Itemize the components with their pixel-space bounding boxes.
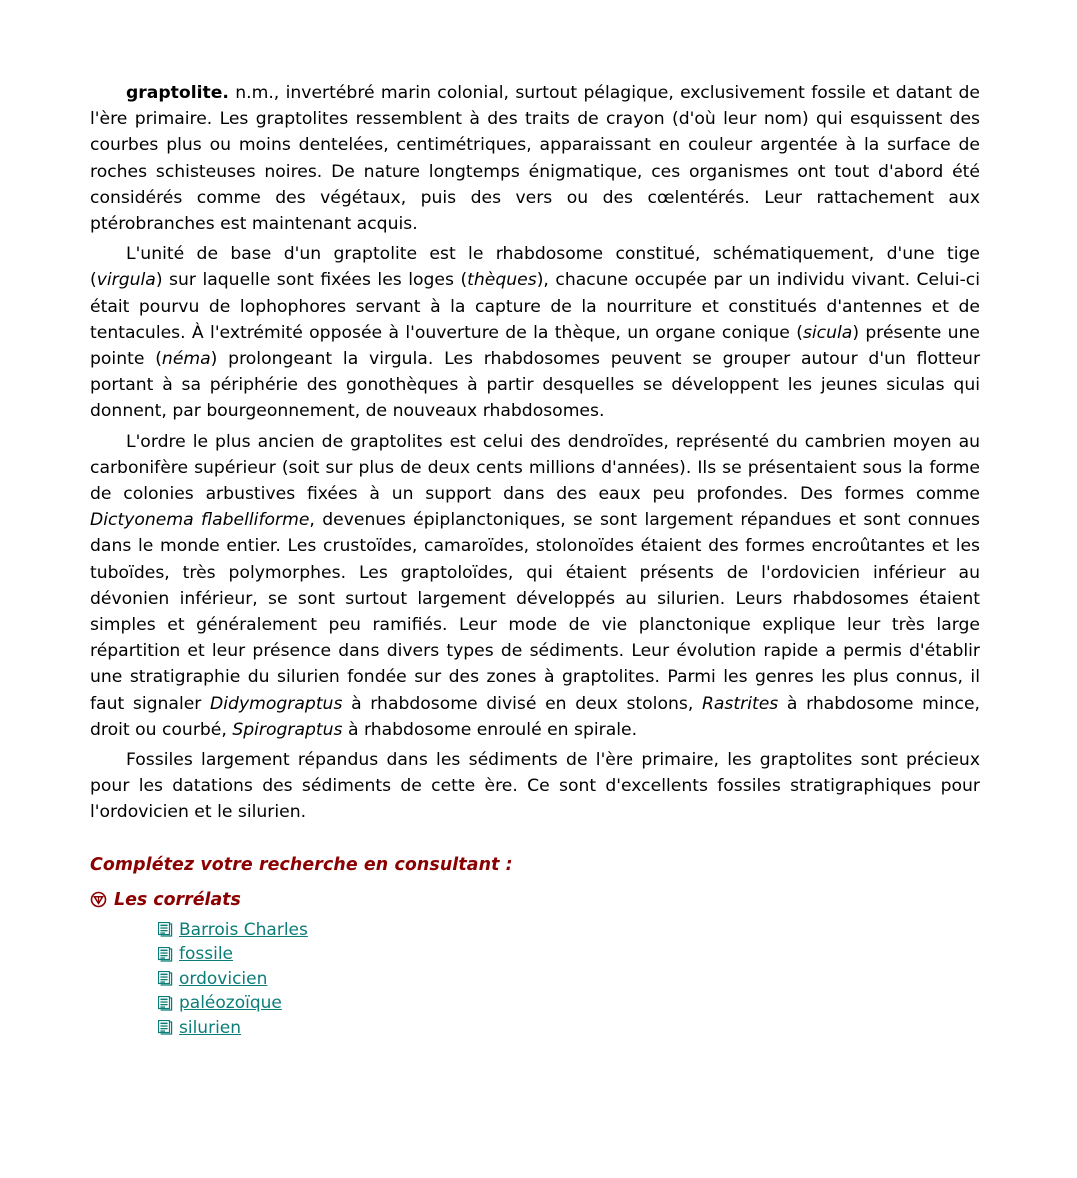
- body-text: L'ordre le plus ancien de graptolites est celui des dendroïdes, représenté du cambrien moyen au carbonifère supérieur (soit sur plus de deux cents millions d'années). Ils se présentaient sous la forme de colonies arbustives fixées à un support dans des eaux peu profondes. Des formes comme: [90, 431, 980, 505]
- correlats-link-list: [90, 918, 980, 1041]
- scientific-name: Rastrites: [701, 693, 779, 714]
- dictionary-entry-article: [90, 80, 980, 826]
- scientific-name: Didymograptus: [210, 693, 343, 714]
- circle-triangle-icon: [90, 891, 107, 908]
- correlat-link-barrois-charles[interactable]: Barrois Charles: [179, 919, 308, 940]
- document-list-icon: [158, 971, 173, 986]
- correlats-heading-row: [90, 890, 980, 910]
- correlat-link-ordovicien[interactable]: ordovicien: [179, 968, 268, 989]
- document-list-icon: [158, 922, 173, 937]
- entry-paragraph-1: [90, 80, 980, 237]
- entry-paragraph-3: [90, 429, 980, 743]
- document-list-icon: [158, 996, 173, 1011]
- correlat-link-silurien[interactable]: silurien: [179, 1017, 242, 1038]
- entry-term: graptolite.: [126, 83, 229, 103]
- correlat-link-paleozoique[interactable]: paléozoïque: [179, 993, 282, 1014]
- body-text: , devenues épiplanctoniques, se sont largement répandues et sont connues dans le monde entier. Les crustoïdes, camaroïdes, stolonoïdes étaient des formes encroûtantes et les tuboïdes, très polymorphes. Les graptoloïdes, qui étaient présents de l'ordovicien inférieur au dévonien inférieur, se sont surtout largement développés au silurien. Leurs rhabdosomes étaient simples et généralement peu ramifiés. Leur mode de vie planctonique explique leur très large répartition et leur présence dans divers types de sédiments. Leur évolution rapide a permis d'établir une stratigraphie du silurien fondée sur des zones à graptolites. Parmi les genres les plus connus, il faut signaler: [90, 510, 980, 714]
- entry-paragraph-2: [90, 241, 980, 424]
- body-text: à rhabdosome enroulé en spirale.: [342, 719, 638, 740]
- complete-research-heading: Complétez votre recherche en consultant :: [90, 854, 513, 875]
- body-text: à rhabdosome divisé en deux stolons,: [342, 693, 702, 714]
- body-text: Fossiles largement répandus dans les sédiments de l'ère primaire, les graptolites sont précieux pour les datations des sédiments de cette ère. Ce sont d'excellents fossiles stratigraphiques pour l'ordovicien et le silurien.: [90, 750, 980, 823]
- scientific-name: sicula: [802, 322, 853, 343]
- scientific-name: virgula: [96, 270, 156, 291]
- list-item[interactable]: [158, 967, 980, 992]
- body-text: à rhabdosome mince, droit ou courbé,: [90, 693, 980, 740]
- correlat-link-fossile[interactable]: fossile: [179, 944, 234, 965]
- correlats-heading-label: Les corrélats: [114, 889, 241, 910]
- body-text: ) présente une pointe (: [90, 322, 980, 370]
- document-list-icon: [158, 947, 173, 962]
- body-text: L'unité de base d'un graptolite est le rhabdosome constitué, schématiquement, d'une tige (: [90, 244, 980, 291]
- scientific-name: néma: [161, 349, 211, 370]
- scientific-name: Dictyonema flabelliforme: [90, 510, 310, 531]
- body-text: ) sur laquelle sont fixées les loges (: [155, 270, 468, 291]
- list-item[interactable]: [158, 942, 980, 967]
- document-list-icon: [158, 1020, 173, 1035]
- body-text: ) prolongeant la virgula. Les rhabdosomes peuvent se grouper autour d'un flotteur portant à sa périphérie des gonothèques à partir desquelles se développent les jeunes siculas qui donnent, par bourgeonnement, de nouveaux rhabdosomes.: [90, 349, 981, 422]
- list-item[interactable]: [158, 918, 980, 943]
- entry-paragraph-4: [90, 747, 980, 826]
- scientific-name: Spirograptus: [232, 719, 343, 740]
- list-item[interactable]: [158, 1016, 980, 1041]
- scientific-name: thèques: [467, 270, 537, 291]
- related-content-section: [90, 854, 980, 1041]
- body-text: ), chacune occupée par un individu vivant. Celui-ci était pourvu de lophophores servant à la capture de la nourriture et constitués d'antennes et de tentacules. À l'extrémité opposée à l'ouverture de la thèque, un organe conique (: [90, 270, 981, 343]
- list-item[interactable]: [158, 991, 980, 1016]
- body-text: n.m., invertébré marin colonial, surtout pélagique, exclusivement fossile et datant de l'ère primaire. Les graptolites ressemblent à des traits de crayon (d'où leur nom) qui esquissent des courbes plus ou moins dentelées, centimétriques, apparaissant en couleur argentée à la surface de roches schisteuses noires. De nature longtemps énigmatique, ces organismes ont tout d'abord été considérés comme des végétaux, puis des vers ou des cœlentérés. Leur rattachement aux ptérobranches est maintenant acquis.: [90, 83, 980, 235]
